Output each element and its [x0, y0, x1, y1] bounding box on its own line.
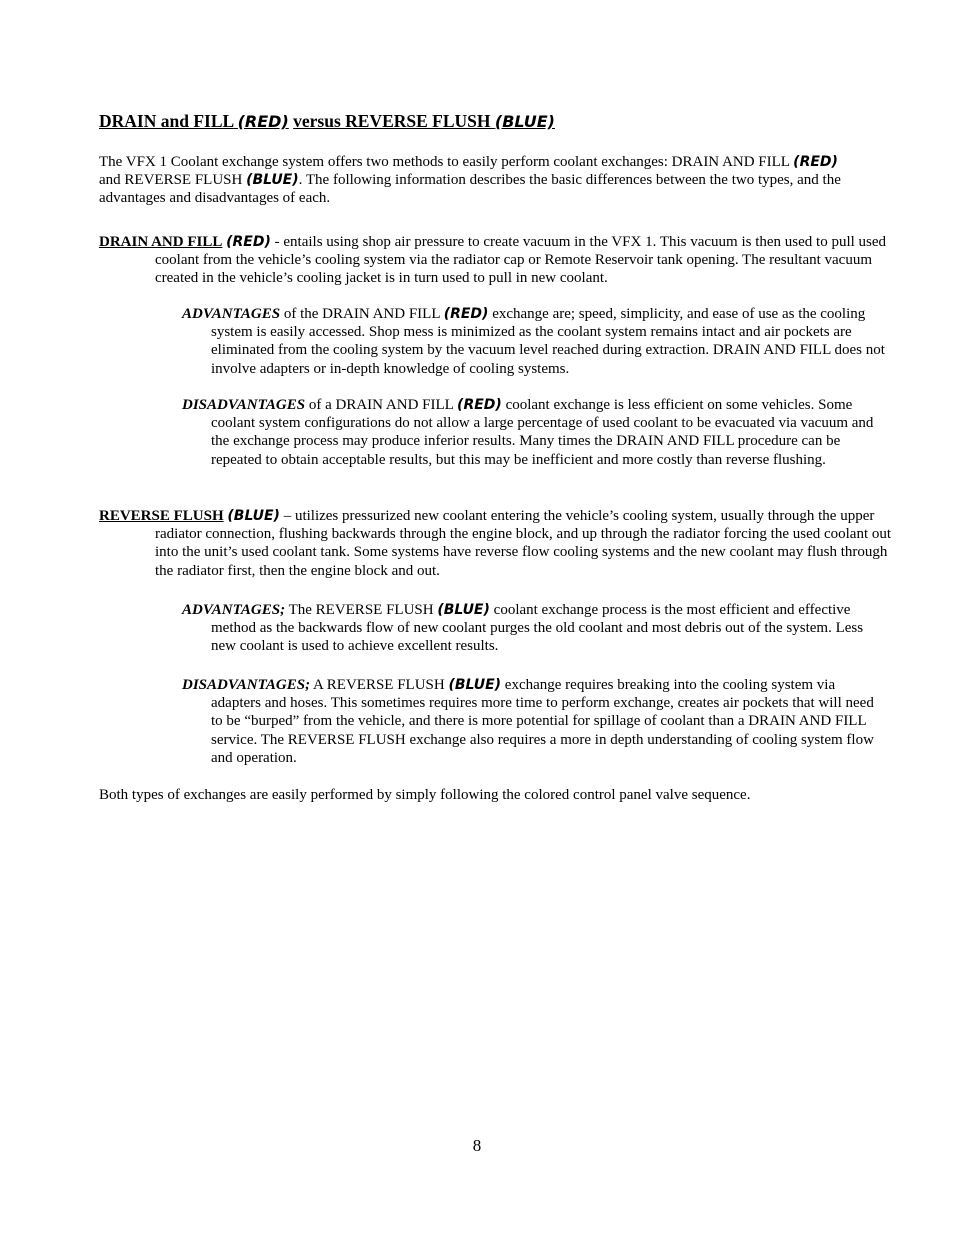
disadvantages-label: DISADVANTAGES: [182, 397, 306, 413]
drain-fill-term: DRAIN AND FILL: [99, 234, 223, 250]
disadvantages-label: DISADVANTAGES;: [182, 677, 311, 693]
advantages-label: ADVANTAGES: [182, 306, 281, 322]
title-part-drain-fill: DRAIN and FILL: [99, 111, 234, 131]
drain-fill-red-tag: (RED): [226, 234, 271, 250]
reverse-flush-blue-tag: (BLUE): [227, 508, 280, 524]
page-number: 8: [472, 1136, 482, 1155]
reverse-flush-advantages: ADVANTAGES; The REVERSE FLUSH (BLUE) coolant exchange process is the most efficient and effective method as the backwards flow of new coolant purges the old coolant and most debris out of the system. Less new coolant is used to achieve excellent results.: [182, 602, 864, 655]
reverse-flush-section: [99, 507, 905, 580]
drain-fill-section: [99, 233, 905, 288]
title-part-reverse-flush: versus REVERSE FLUSH: [293, 111, 491, 131]
intro-red-tag: (RED): [793, 154, 838, 170]
closing-paragraph: Both types of exchanges are easily performed by simply following the colored control panel valve sequence.: [99, 787, 751, 803]
page-title: [99, 110, 555, 133]
disadvantages-blue-tag: (BLUE): [448, 677, 502, 693]
intro-blue-tag: (BLUE): [246, 172, 299, 189]
advantages-red-tag: (RED): [443, 306, 489, 322]
reverse-flush-description: – utilizes pressurized new coolant entering the vehicle’s cooling system, usually through the upper radiator connection, flushing backwards through the engine block, and up through the radiator forcing the used coolant out into the unit’s used coolant tank. Some systems have reverse flow cooling systems and the new coolant may flush through the radiator first, then the engine block and out.: [155, 508, 892, 579]
intro-paragraph: The VFX 1 Coolant exchange system offers two methods to easily perform coolant exchanges: DRAIN AND FILL (RED) and REVERSE FLUSH (BLUE). The following information describes the basic differences between the two types, and the advantages and disadvantages of each.: [99, 154, 841, 207]
reverse-flush-disadvantages: DISADVANTAGES; A REVERSE FLUSH (BLUE) exchange requires breaking into the cooling system via adapters and hoses. This sometimes requires more time to perform exchange, creates air pockets that will need to be “burped” from the vehicle, and there is more potential for spillage of coolant than a DRAIN AND FILL service. The REVERSE FLUSH exchange also requires a more in depth understanding of cooling system flow and operation.: [182, 677, 874, 766]
drain-fill-advantages: ADVANTAGES of the DRAIN AND FILL (RED) exchange are; speed, simplicity, and ease of use as the cooling system is easily accessed. Shop mess is minimized as the coolant system remains intact and air pockets are eliminated from the cooling system by the vacuum level reached during extraction. DRAIN AND FILL does not involve adapters or in-depth knowledge of cooling systems.: [182, 306, 885, 377]
drain-fill-description: - entails using shop air pressure to create vacuum in the VFX 1. This vacuum is then used to pull used coolant from the vehicle’s cooling system via the radiator cap or Remote Reservoir tank opening. The resultant vacuum created in the vehicle’s cooling jacket is in turn used to pull in new coolant.: [155, 234, 887, 287]
title-red-tag: (RED): [237, 112, 289, 131]
advantages-label: ADVANTAGES;: [182, 602, 286, 618]
reverse-flush-term: REVERSE FLUSH: [99, 508, 224, 524]
title-blue-tag: (BLUE): [494, 112, 555, 131]
advantages-blue-tag: (BLUE): [437, 602, 490, 618]
disadvantages-red-tag: (RED): [457, 397, 502, 413]
drain-fill-disadvantages: DISADVANTAGES of a DRAIN AND FILL (RED) coolant exchange is less efficient on some vehicles. Some coolant system configurations do not allow a large percentage of used coolant to be evacuated via vacuum and the exchange process may produce inferior results. Many times the DRAIN AND FILL procedure can be repeated to obtain acceptable results, but this may be inefficient and more costly than reverse flushing.: [182, 397, 874, 468]
